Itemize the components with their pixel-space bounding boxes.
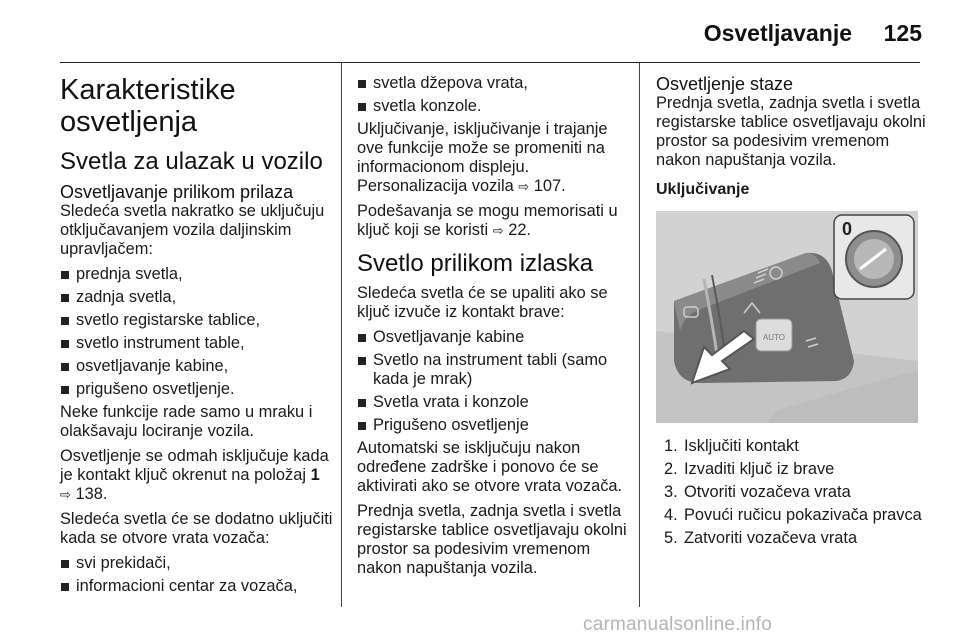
paragraph-intro: Sledeća svetla nakratko se uključuju otključavanjem vozila daljinskim upravljačem: bbox=[60, 202, 325, 258]
list-item: prednja svetla, bbox=[60, 265, 335, 284]
activation-heading: Uključivanje bbox=[656, 181, 750, 198]
page-header bbox=[0, 12, 960, 52]
paragraph-path-intro: Prednja svetla, zadnja svetla i svetla registarske tablice osvetljavaju okolni prostor sa podesivim vremenom nakon napuštanja vozila. bbox=[656, 94, 926, 169]
column-divider bbox=[639, 63, 640, 607]
bullet-icon bbox=[358, 399, 366, 407]
step-item: 4. Povući ručicu pokazivača pravca bbox=[664, 506, 922, 524]
page-title: Osvetljavanje bbox=[703, 20, 852, 46]
section-heading-exit-lighting: Svetlo prilikom izlaska bbox=[357, 250, 594, 277]
column-divider bbox=[341, 63, 342, 607]
list-item: svetla džepova vrata, bbox=[357, 74, 632, 93]
bullet-list-continued bbox=[357, 74, 632, 116]
main-heading: Karakteristike osvetljenja bbox=[60, 74, 236, 138]
bullet-icon bbox=[358, 357, 366, 365]
subsection-heading-path-lighting: Osvetljenje staze bbox=[656, 74, 794, 94]
column-right bbox=[656, 74, 926, 552]
list-item: Svetla vrata i konzole bbox=[357, 393, 632, 412]
bullet-icon bbox=[61, 583, 69, 591]
bullet-icon bbox=[358, 334, 366, 342]
paragraph-surroundings: Prednja svetla, zadnja svetla i svetla registarske tablice osvetljavaju okolni prostor sa podesivim vremenom nakon napuštanja vozila. bbox=[357, 502, 627, 577]
list-item: osvetljavanje kabine, bbox=[60, 357, 335, 376]
step-item: 2. Izvaditi ključ iz brave bbox=[664, 460, 835, 478]
page-reference[interactable]: 138. bbox=[75, 485, 108, 503]
bullet-icon bbox=[358, 103, 366, 111]
column-middle bbox=[357, 74, 632, 584]
list-item: svetlo registarske tablice, bbox=[60, 311, 335, 330]
page-reference[interactable]: 22. bbox=[508, 221, 531, 239]
paragraph-extra-lights: Sledeća svetla će se dodatno uključiti kada se otvore vrata vozača: bbox=[60, 510, 333, 547]
bullet-icon bbox=[61, 271, 69, 279]
ignition-key-icon bbox=[834, 215, 914, 299]
page-reference-arrow-icon: ⇨ bbox=[60, 487, 71, 502]
step-item: 1. Isključiti kontakt bbox=[664, 437, 799, 455]
bullet-icon bbox=[61, 560, 69, 568]
stalk-figure bbox=[656, 211, 918, 423]
bullet-icon bbox=[61, 363, 69, 371]
bullet-list-lights bbox=[60, 265, 335, 399]
page-number: 125 bbox=[883, 20, 922, 46]
svg-text:AUTO: AUTO bbox=[762, 333, 786, 342]
list-item: Osvetljavanje kabine bbox=[357, 328, 632, 347]
bullet-icon bbox=[61, 386, 69, 394]
page-reference-arrow-icon: ⇨ bbox=[518, 179, 530, 194]
page-reference[interactable]: 107. bbox=[533, 177, 566, 195]
section-heading-entry-lights: Svetla za ulazak u vozilo bbox=[60, 148, 323, 175]
list-item: informacioni centar za vozača, bbox=[60, 577, 335, 596]
list-item: Prigušeno osvetljenje bbox=[357, 416, 632, 435]
bullet-list-exit bbox=[357, 328, 632, 435]
header-rule bbox=[60, 62, 920, 63]
paragraph-note: Neke funkcije rade samo u mraku i olakšavaju lociranje vozila. bbox=[60, 403, 313, 440]
auto-button bbox=[756, 319, 792, 351]
page-reference-arrow-icon: ⇨ bbox=[492, 223, 504, 238]
bullet-icon bbox=[358, 80, 366, 88]
paragraph-exit-intro: Sledeća svetla će se upaliti ako se ključ izvuče iz kontakt brave: bbox=[357, 284, 608, 321]
list-item: prigušeno osvetljenje. bbox=[60, 380, 335, 399]
paragraph-switch-off: Osvetljenje se odmah isključuje kada je kontakt ključ okrenut na položaj 1 ⇨ 138. bbox=[60, 447, 329, 503]
position-label: 1 bbox=[310, 466, 320, 484]
list-item: svetlo instrument table, bbox=[60, 334, 335, 353]
paragraph-key-memory: Podešavanja se mogu memorisati u ključ koji se koristi ⇨ 22. bbox=[357, 202, 618, 239]
paragraph-personalization: Uključivanje, isključivanje i trajanje ove funkcije može se promeniti na informacionom displeju. Personalizacija vozila ⇨ 107. bbox=[357, 120, 608, 195]
step-item: 3. Otvoriti vozačeva vrata bbox=[664, 483, 851, 501]
bullet-icon bbox=[61, 340, 69, 348]
bullet-icon bbox=[61, 294, 69, 302]
step-item: 5. Zatvoriti vozačeva vrata bbox=[664, 529, 858, 547]
watermark: carmanualsonline.info bbox=[583, 614, 773, 635]
svg-text:0: 0 bbox=[842, 219, 853, 239]
column-left bbox=[60, 74, 335, 600]
stalk-illustration bbox=[656, 211, 918, 423]
bullet-list-extra bbox=[60, 554, 335, 596]
bullet-icon bbox=[358, 422, 366, 430]
list-item: Svetlo na instrument tabli (samo kada je mrak) bbox=[357, 351, 632, 389]
list-item: svetla konzole. bbox=[357, 97, 632, 116]
subsection-heading-approach-lighting: Osvetljavanje prilikom prilaza bbox=[60, 182, 294, 202]
paragraph-auto-off: Automatski se isključuju nakon određene zadrške i ponovo će se aktivirati ako se otvore vrata vozača. bbox=[357, 439, 623, 495]
list-item: svi prekidači, bbox=[60, 554, 335, 573]
steps-list bbox=[656, 437, 926, 548]
list-item: zadnja svetla, bbox=[60, 288, 335, 307]
bullet-icon bbox=[61, 317, 69, 325]
